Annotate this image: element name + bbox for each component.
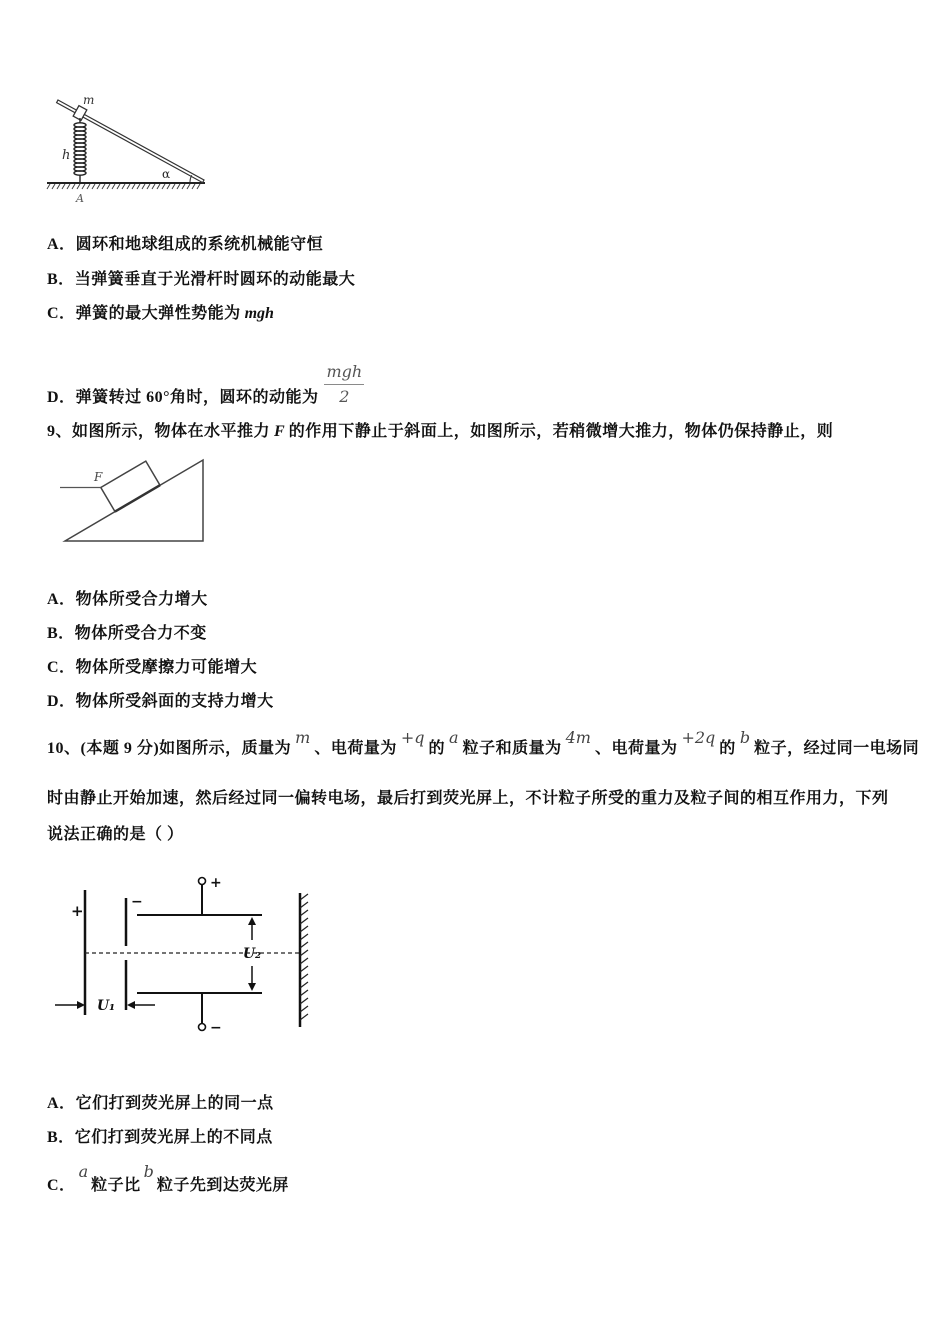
math-charge-a: +q bbox=[400, 728, 425, 747]
voltage2-label: U₂ bbox=[242, 946, 262, 962]
plate-plus-label: + bbox=[71, 902, 84, 920]
q8-option-c bbox=[47, 304, 278, 324]
option-letter: C． bbox=[47, 1177, 76, 1194]
u2-arrowhead-down bbox=[248, 983, 256, 991]
fraction bbox=[324, 363, 364, 406]
option-letter: D． bbox=[47, 693, 76, 710]
option-letter: A． bbox=[47, 591, 76, 608]
math-mass-b: 4m bbox=[565, 728, 591, 747]
terminal-plus-label: + bbox=[210, 875, 222, 891]
option-text: 物体所受摩擦力可能增大 bbox=[75, 659, 258, 676]
q10-stem-line3: 说法正确的是（ ） bbox=[47, 826, 184, 843]
spring bbox=[74, 118, 86, 183]
q9-option-a bbox=[47, 590, 208, 610]
math-charge-b: +2q bbox=[681, 728, 716, 747]
q8-option-a bbox=[47, 235, 323, 255]
ground-hatching bbox=[47, 184, 200, 189]
math-mass-a: m bbox=[295, 728, 311, 747]
option-text: 粒子比 bbox=[91, 1177, 141, 1194]
option-text: 弹簧转过 60°角时，圆环的动能为 bbox=[75, 389, 319, 406]
option-text: 物体所受合力不变 bbox=[74, 625, 207, 642]
terminal-lower bbox=[199, 1024, 206, 1031]
force-label: F bbox=[94, 470, 103, 484]
option-text: 圆环和地球组成的系统机械能守恒 bbox=[75, 236, 324, 253]
stem-text: 10、(本题 9 分)如图所示，质量为 bbox=[47, 740, 292, 757]
fraction-numerator: mgh bbox=[324, 363, 364, 385]
stem-text: 粒子和质量为 bbox=[462, 740, 562, 757]
stem-text: 、电荷量为 bbox=[314, 740, 397, 757]
q10-stem-line1 bbox=[47, 728, 920, 759]
height-label: h bbox=[62, 148, 71, 163]
stem-text: 的作用下静止于斜面上，如图所示，若稍微增大推力，物体仍保持静止，则 bbox=[288, 423, 834, 440]
math-expression: mgh bbox=[244, 305, 274, 322]
option-letter: A． bbox=[47, 236, 76, 253]
stem-text: 、电荷量为 bbox=[594, 740, 678, 757]
angle-label: α bbox=[162, 167, 171, 181]
q10-stem-line2: 时由静止开始加速，然后经过同一偏转电场，最后打到荧光屏上，不计粒子所受的重力及粒子间的相互作用力，下列 bbox=[47, 790, 889, 807]
stem-text: 的 bbox=[719, 740, 736, 757]
option-text: 粒子先到达荧光屏 bbox=[156, 1177, 289, 1194]
option-text: 物体所受合力增大 bbox=[75, 591, 208, 608]
option-letter: B． bbox=[47, 625, 75, 642]
math-particle-b: b bbox=[739, 728, 751, 747]
q9-option-d bbox=[47, 692, 274, 712]
option-letter: B． bbox=[47, 271, 75, 288]
point-label: A bbox=[76, 192, 84, 205]
option-text: 弹簧的最大弹性势能为 bbox=[75, 305, 241, 322]
q9-option-b bbox=[47, 624, 207, 644]
u2-arrowhead-up bbox=[248, 917, 256, 925]
q9-figure-incline bbox=[55, 450, 210, 550]
option-text: 物体所受斜面的支持力增大 bbox=[75, 693, 274, 710]
q8-option-b bbox=[47, 270, 355, 290]
stem-text: 的 bbox=[428, 740, 446, 757]
terminal-upper bbox=[199, 878, 206, 885]
math-particle-a: a bbox=[449, 728, 459, 747]
math-particle-a: a bbox=[78, 1162, 89, 1181]
terminal-minus-label: − bbox=[210, 1020, 222, 1036]
q8-figure-spring-rod bbox=[40, 90, 220, 205]
stem-text: 粒子，经过同一电场同 bbox=[754, 740, 920, 757]
q10-option-a bbox=[47, 1094, 274, 1114]
q10-figure-electric-field bbox=[40, 860, 320, 1060]
force-symbol: F bbox=[274, 423, 285, 440]
block bbox=[101, 461, 160, 512]
option-letter: A． bbox=[47, 1095, 76, 1112]
option-text: 当弹簧垂直于光滑杆时圆环的动能最大 bbox=[74, 271, 356, 288]
voltage1-label: U₁ bbox=[96, 998, 116, 1014]
option-letter: C． bbox=[47, 305, 76, 322]
stem-text: 9、如图所示，物体在水平推力 bbox=[47, 423, 271, 440]
option-letter: B． bbox=[47, 1129, 75, 1146]
option-text: 它们打到荧光屏上的同一点 bbox=[75, 1095, 274, 1112]
plate-minus-label: − bbox=[131, 894, 143, 910]
q9-stem bbox=[47, 422, 833, 442]
option-letter: C． bbox=[47, 659, 76, 676]
mass-label: m bbox=[83, 93, 95, 107]
q10-option-b bbox=[47, 1128, 273, 1148]
q10-option-c bbox=[47, 1162, 289, 1196]
math-particle-b: b bbox=[143, 1162, 154, 1181]
q9-option-c bbox=[47, 658, 257, 678]
q8-option-d bbox=[47, 363, 364, 408]
u1-arrowhead-right bbox=[127, 1001, 135, 1009]
option-text: 它们打到荧光屏上的不同点 bbox=[74, 1129, 273, 1146]
option-letter: D． bbox=[47, 389, 76, 406]
fraction-denominator: 2 bbox=[339, 387, 350, 406]
